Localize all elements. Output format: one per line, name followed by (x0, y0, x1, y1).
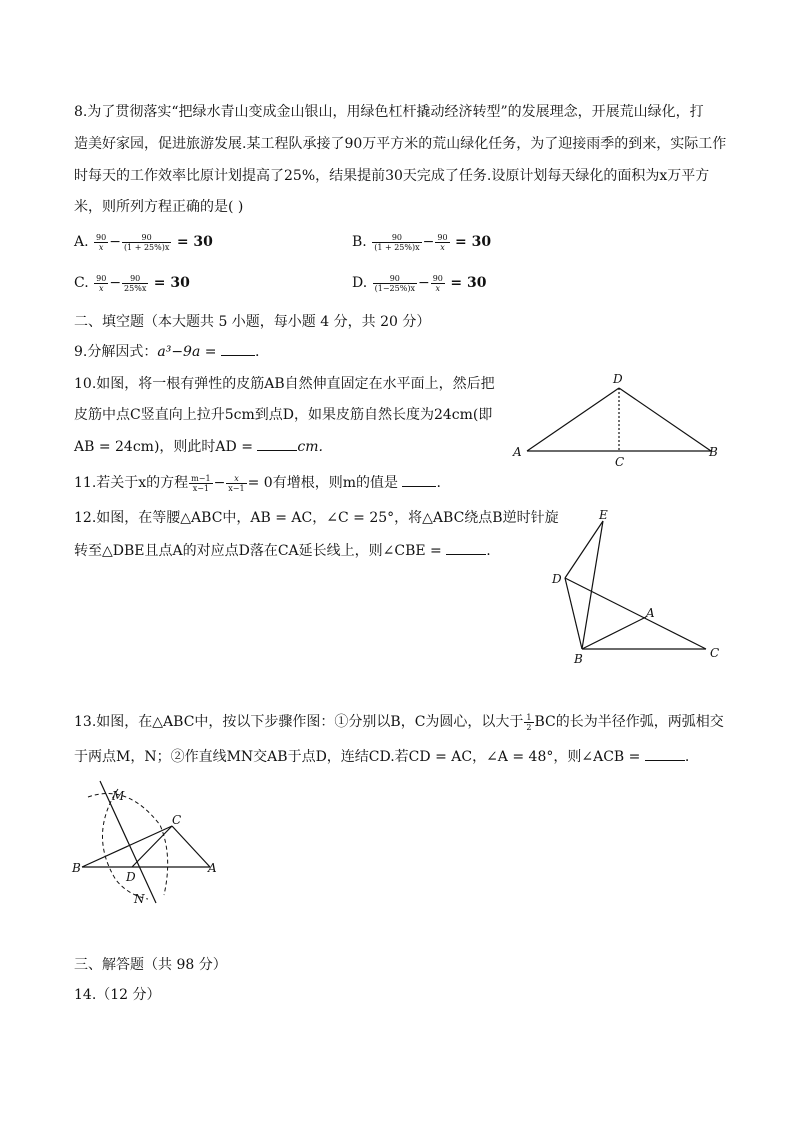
figure-12 (548, 505, 728, 670)
answer-blank[interactable] (402, 472, 436, 487)
answer-blank[interactable] (221, 341, 255, 356)
label-a: A (646, 606, 655, 620)
option-label: B. (352, 234, 367, 250)
q13-line2: 于两点M，N；②作直线MN交AB于点D，连结CD.若CD = AC，∠A = 48°，则∠ACB = . (74, 746, 689, 767)
label-b: B (72, 861, 81, 875)
section-2-heading: 二、填空题（本大题共 5 小题，每小题 4 分，共 20 分） (74, 314, 431, 330)
q14-heading: 14.（12 分） (74, 987, 161, 1003)
label-d: D (126, 870, 136, 884)
q10-line2: 皮筋中点C竖直向上拉升5cm到点D，如果皮筋自然长度为24cm(即 (74, 407, 493, 423)
q8-option-b[interactable]: B. $\frac{90}{(1 + 25\%)x}$ − $\frac{90}{x}$ = 30 (352, 232, 492, 252)
label-n: N (134, 892, 145, 906)
q8-option-a[interactable]: A. $\frac{90}{x}$ − $\frac{90}{(1 + 25\%)x}$ = 30 (74, 232, 213, 252)
answer-blank[interactable] (257, 436, 297, 451)
figure-10 (505, 368, 735, 473)
q8-line4: 米，则所列方程正确的是( ) (74, 199, 244, 215)
label-c: C (710, 646, 720, 660)
q10-line3: AB = 24cm)，则此时AD = cm. (74, 436, 323, 457)
q8-line2: 造美好家园，促进旅游发展.某工程队承接了90万平方米的荒山绿化任务，为了迎接雨季的到来，实际工作 (74, 136, 727, 152)
answer-blank[interactable] (446, 540, 486, 555)
label-a: A (208, 861, 217, 875)
q12-line1: 12.如图，在等腰△ABC中，AB = AC，∠C = 25°，将△ABC绕点B逆时针旋 (74, 510, 559, 526)
label-c: C (615, 455, 625, 469)
label-d: D (613, 372, 623, 386)
q9: 9.分解因式：a³−9a = . (74, 341, 259, 362)
section-3-heading: 三、解答题（共 98 分） (74, 957, 227, 973)
q13-line1: 13.如图，在△ABC中，按以下步骤作图：①分别以B，C为圆心，以大于 $\frac{1}{2}$ BC的长为半径作弧，两弧相交 (74, 712, 724, 732)
label-m: M (112, 789, 125, 803)
figure-13 (68, 775, 228, 910)
label-b: B (574, 652, 583, 666)
label-b: B (709, 445, 718, 459)
option-label: A. (74, 234, 89, 250)
option-label: C. (74, 275, 89, 291)
q10-line1: 10.如图，将一根有弹性的皮筋AB自然伸直固定在水平面上，然后把 (74, 376, 495, 392)
q12-line2: 转至△DBE且点A的对应点D落在CA延长线上，则∠CBE = . (74, 540, 491, 561)
q11: 11.若关于x的方程 $\frac{m-1}{x-1}$ − $\frac{x}{x-1}$ = 0有增根，则m的值是 . (74, 473, 441, 493)
label-c: C (172, 813, 182, 827)
option-label: D. (352, 275, 368, 291)
answer-blank[interactable] (645, 746, 685, 761)
q8-line3: 时每天的工作效率比原计划提高了25%，结果提前30天完成了任务.设原计划每天绿化的面积为x万平方 (74, 168, 710, 184)
q8-option-d[interactable]: D. $\frac{90}{(1-25\%)x}$ − $\frac{90}{x}$ = 30 (352, 273, 487, 293)
label-a: A (513, 445, 522, 459)
q8-option-c[interactable]: C. $\frac{90}{x}$ − $\frac{90}{25\%x}$ = 30 (74, 273, 190, 293)
label-e: E (599, 508, 608, 522)
q8-line1: 8.为了贯彻落实“把绿水青山变成金山银山，用绿色杠杆撬动经济转型”的发展理念，开展荒山绿化，打 (74, 104, 704, 120)
label-d: D (552, 572, 562, 586)
